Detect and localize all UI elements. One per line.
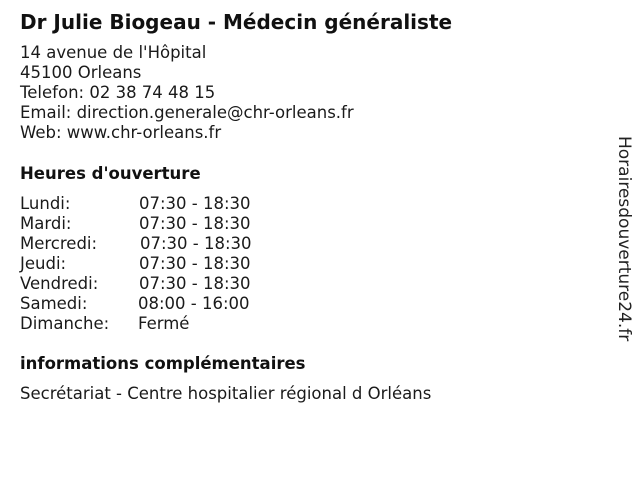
contact-block xyxy=(20,43,354,143)
email-address[interactable]: Email: direction.generale@chr-orleans.fr xyxy=(20,103,354,122)
hours-row-monday xyxy=(20,194,280,214)
info-heading: informations complémentaires xyxy=(20,354,306,373)
phone-number[interactable]: Telefon: 02 38 74 48 15 xyxy=(20,83,216,102)
day-label: Samedi: xyxy=(20,294,88,313)
city-address: 45100 Orleans xyxy=(20,63,142,82)
hours-row-friday xyxy=(20,274,280,294)
opening-hours-list xyxy=(20,194,280,334)
time-value: 07:30 - 18:30 xyxy=(139,254,251,273)
street-address: 14 avenue de l'Hôpital xyxy=(20,43,207,62)
hours-row-sunday xyxy=(20,314,280,334)
time-value: 07:30 - 18:30 xyxy=(139,194,251,213)
time-value: 08:00 - 16:00 xyxy=(138,294,250,313)
day-label: Jeudi: xyxy=(20,254,67,273)
day-label: Dimanche: xyxy=(20,314,110,333)
day-label: Mardi: xyxy=(20,214,72,233)
hours-row-saturday xyxy=(20,294,280,314)
hours-row-tuesday xyxy=(20,214,280,234)
hours-heading: Heures d'ouverture xyxy=(20,164,201,183)
hours-row-thursday xyxy=(20,254,280,274)
day-label: Vendredi: xyxy=(20,274,99,293)
site-watermark: Horairesdouverture24.fr xyxy=(614,136,634,342)
time-value: 07:30 - 18:30 xyxy=(140,234,252,253)
website-link[interactable]: Web: www.chr-orleans.fr xyxy=(20,123,222,142)
time-value: 07:30 - 18:30 xyxy=(139,274,251,293)
time-value: 07:30 - 18:30 xyxy=(139,214,251,233)
day-label: Lundi: xyxy=(20,194,71,213)
page-title: Dr Julie Biogeau - Médecin généraliste xyxy=(20,10,453,34)
info-text: Secrétariat - Centre hospitalier régional d Orléans xyxy=(20,384,432,403)
hours-row-wednesday xyxy=(20,234,280,254)
time-value: Fermé xyxy=(138,314,190,333)
day-label: Mercredi: xyxy=(20,234,98,253)
